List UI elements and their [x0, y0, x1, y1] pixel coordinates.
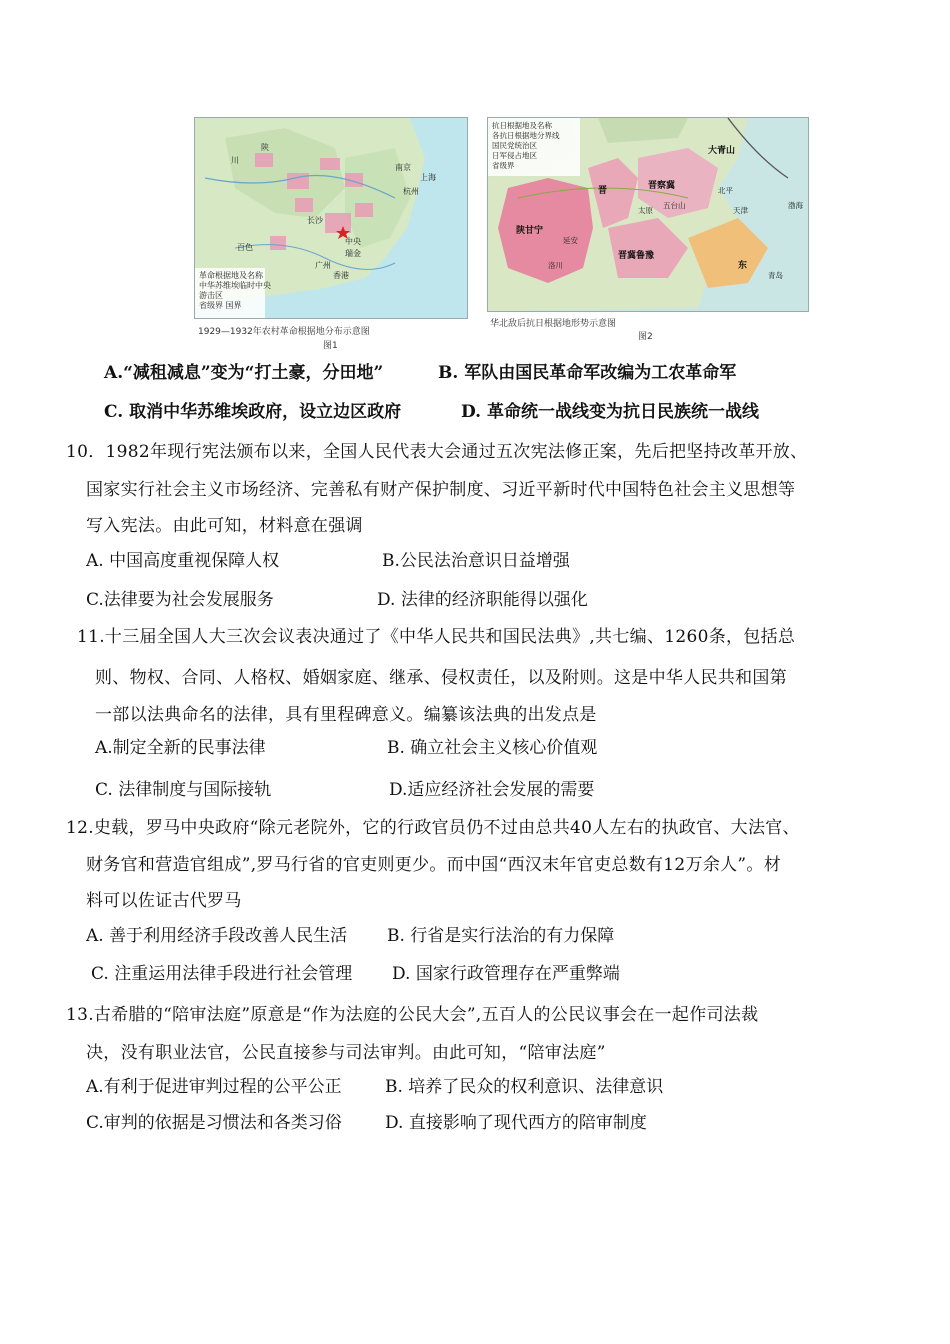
q12-option-b[interactable]: B. 行省是实行法治的有力保障 [387, 926, 615, 946]
svg-text:陕: 陕 [261, 143, 269, 152]
svg-text:长沙: 长沙 [307, 216, 323, 225]
q11-option-c[interactable]: C. 法律制度与国际接轨 [95, 780, 272, 800]
svg-text:东: 东 [738, 261, 748, 271]
svg-text:天津: 天津 [733, 206, 748, 215]
q11-option-d[interactable]: D.适应经济社会发展的需要 [389, 780, 595, 800]
q10-option-c[interactable]: C.法律要为社会发展服务 [86, 590, 274, 610]
svg-text:太原: 太原 [638, 206, 653, 215]
q10-option-d[interactable]: D. 法律的经济职能得以强化 [377, 590, 588, 610]
svg-text:省级界 国界: 省级界 国界 [199, 301, 242, 310]
q9-option-c[interactable]: C. 取消中华苏维埃政府，设立边区政府 [104, 402, 402, 422]
q11-stem-line-2: 则、物权、合同、人格权、婚姻家庭、继承、侵权责任，以及附则。这是中华人民共和国第 [95, 668, 787, 688]
q12-stem-line-3: 料可以佐证古代罗马 [86, 891, 242, 911]
figure1-caption: 1929—1932年农村革命根据地分布示意图 [198, 327, 370, 337]
q13-option-a[interactable]: A.有利于促进审判过程的公平公正 [86, 1077, 342, 1097]
figure2-caption: 华北敌后抗日根据地形势示意图 [490, 319, 617, 329]
svg-text:洛川: 洛川 [548, 261, 563, 270]
q13-stem-line-1: 13.古希腊的“陪审法庭”原意是“作为法庭的公民大会”,五百人的公民议事会在一起作司法裁 [66, 1005, 759, 1025]
svg-text:中华苏维埃临时中央: 中华苏维埃临时中央 [199, 281, 271, 290]
svg-text:晋: 晋 [598, 186, 608, 196]
svg-text:游击区: 游击区 [199, 291, 223, 300]
q12-option-a[interactable]: A. 善于利用经济手段改善人民生活 [86, 926, 348, 946]
svg-text:北平: 北平 [718, 186, 733, 195]
svg-text:杭州: 杭州 [403, 187, 419, 196]
svg-text:五台山: 五台山 [663, 201, 686, 210]
q9-option-d[interactable]: D. 革命统一战线变为抗日民族统一战线 [461, 402, 759, 422]
q11-option-a[interactable]: A.制定全新的民事法律 [95, 738, 266, 758]
svg-text:各抗日根据地分界线: 各抗日根据地分界线 [492, 131, 560, 140]
q11-stem-line-1: 11.十三届全国人大三次会议表决通过了《中华人民共和国民法典》,共七编、1260条，包括总 [77, 627, 796, 647]
q13-option-c[interactable]: C.审判的依据是习惯法和各类习俗 [86, 1113, 342, 1133]
q10-stem-line-1: 10．1982年现行宪法颁布以来，全国人民代表大会通过五次宪法修正案，先后把坚持改革开放、 [66, 442, 808, 462]
q10-option-a[interactable]: A. 中国高度重视保障人权 [86, 551, 280, 571]
q10-option-b[interactable]: B.公民法治意识日益增强 [382, 551, 570, 571]
q12-stem-line-1: 12.史载，罗马中央政府“除元老院外，它的行政官员仍不过由总共40人左右的执政官、大法官、 [66, 818, 800, 838]
svg-text:陕甘宁: 陕甘宁 [516, 226, 544, 236]
svg-text:瑞金: 瑞金 [345, 249, 361, 258]
q9-option-a[interactable]: A.“减租减息”变为“打土豪，分田地” [104, 363, 384, 383]
q13-option-d[interactable]: D. 直接影响了现代西方的陪审制度 [385, 1113, 647, 1133]
svg-text:日军侵占地区: 日军侵占地区 [492, 151, 537, 160]
figure2-map [487, 117, 809, 312]
svg-text:渤海: 渤海 [788, 201, 803, 210]
q11-option-b[interactable]: B. 确立社会主义核心价值观 [387, 738, 598, 758]
q10-stem-line-2: 国家实行社会主义市场经济、完善私有财产保护制度、习近平新时代中国特色社会主义思想等 [86, 480, 796, 500]
svg-text:广州: 广州 [315, 261, 331, 270]
svg-text:晋冀鲁豫: 晋冀鲁豫 [618, 251, 655, 261]
svg-text:百色: 百色 [237, 243, 253, 252]
q13-stem-line-2: 决，没有职业法官，公民直接参与司法审判。由此可知，“陪审法庭” [86, 1043, 606, 1063]
svg-text:青岛: 青岛 [768, 271, 783, 280]
q12-stem-line-2: 财务官和营造官组成”,罗马行省的官吏则更少。而中国“西汉末年官吏总数有12万余人”。材 [86, 855, 782, 875]
svg-text:抗日根据地及名称: 抗日根据地及名称 [492, 121, 552, 130]
q12-option-d[interactable]: D. 国家行政管理存在严重弊端 [392, 964, 620, 984]
svg-text:国民党统治区: 国民党统治区 [492, 141, 537, 150]
svg-text:大青山: 大青山 [708, 146, 736, 156]
figure2-label: 图2 [638, 332, 653, 342]
svg-text:省级界: 省级界 [492, 161, 515, 170]
q11-stem-line-3: 一部以法典命名的法律，具有里程碑意义。编纂该法典的出发点是 [95, 705, 597, 725]
svg-text:香港: 香港 [333, 271, 349, 280]
q10-stem-line-3: 写入宪法。由此可知，材料意在强调 [86, 516, 363, 536]
q9-option-b[interactable]: B. 军队由国民革命军改编为工农革命军 [438, 363, 737, 383]
svg-text:川: 川 [231, 156, 239, 165]
svg-text:中央: 中央 [345, 237, 361, 246]
svg-text:晋察冀: 晋察冀 [648, 181, 676, 191]
q12-option-c[interactable]: C. 注重运用法律手段进行社会管理 [91, 964, 353, 984]
svg-text:南京: 南京 [395, 163, 411, 172]
svg-text:延安: 延安 [563, 236, 578, 245]
svg-text:革命根据地及名称: 革命根据地及名称 [199, 271, 263, 280]
svg-text:上海: 上海 [420, 173, 436, 182]
figure1-label: 图1 [323, 341, 338, 351]
q13-option-b[interactable]: B. 培养了民众的权利意识、法律意识 [385, 1077, 664, 1097]
figure1-map [194, 117, 468, 319]
